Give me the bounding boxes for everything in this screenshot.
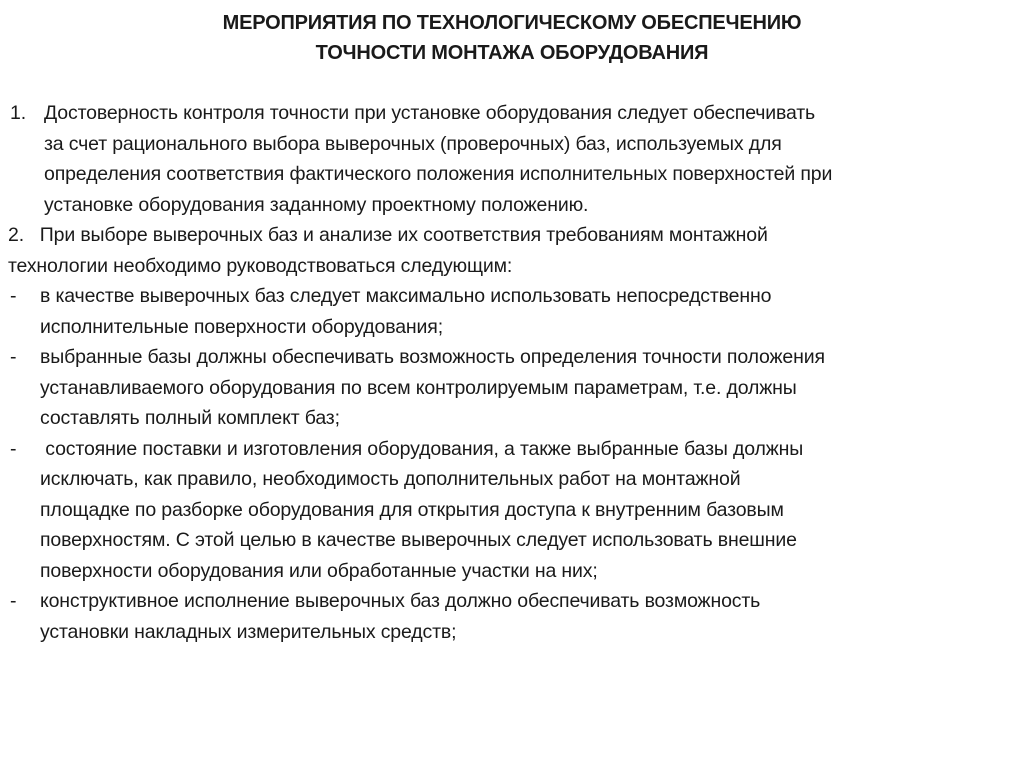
bullet-text-line: состояние поставки и изготовления оборудования, а также выбранные базы должны: [40, 437, 804, 460]
bullet-item-2: [8, 342, 1016, 434]
item-text-line: 2. При выборе выверочных баз и анализе их соответствия требованиям монтажной: [8, 224, 768, 246]
item-text-line: определения соответствия фактического положения исполнительных поверхностей при: [44, 163, 833, 185]
item-text-line: технологии необходимо руководствоваться следующим:: [8, 254, 513, 277]
slide-title: [0, 8, 1024, 68]
bullet-dash: -: [10, 285, 17, 307]
numbered-item-1: [8, 98, 1016, 220]
bullet-dash: -: [10, 590, 17, 612]
numbered-item-2: [8, 220, 1016, 281]
bullet-text-line: конструктивное исполнение выверочных баз должно обеспечивать возможность: [40, 590, 761, 612]
title-line-2: ТОЧНОСТИ МОНТАЖА ОБОРУДОВАНИЯ: [315, 42, 709, 64]
bullet-text-line: устанавливаемого оборудования по всем контролируемым параметрам, т.е. должны: [40, 376, 797, 399]
item-text-line: Достоверность контроля точности при установке оборудования следует обеспечивать: [44, 102, 816, 124]
bullet-text-line: установки накладных измерительных средств;: [40, 620, 457, 643]
bullet-text-line: исполнительные поверхности оборудования;: [40, 315, 443, 338]
title-line-1: МЕРОПРИЯТИЯ ПО ТЕХНОЛОГИЧЕСКОМУ ОБЕСПЕЧЕНИЮ: [222, 12, 802, 34]
item-text-line: установке оборудования заданному проектному положению.: [44, 193, 589, 216]
bullet-dash: -: [10, 346, 17, 368]
bullet-text-line: в качестве выверочных баз следует максимально использовать непосредственно: [40, 285, 772, 307]
bullet-text-line: поверхностям. С этой целью в качестве выверочных следует использовать внешние: [40, 529, 797, 551]
bullet-item-1: [8, 281, 1016, 342]
slide-content: [8, 98, 1016, 647]
bullet-text-line: площадке по разборке оборудования для открытия доступа к внутренним базовым: [40, 498, 784, 521]
bullet-text-line: выбранные базы должны обеспечивать возможность определения точности положения: [40, 346, 825, 368]
item-text-line: за счет рационального выбора выверочных (проверочных) баз, используемых для: [44, 132, 782, 155]
bullet-item-3: [8, 434, 1016, 587]
bullet-text-line: составлять полный комплект баз;: [40, 407, 340, 429]
bullet-item-4: [8, 586, 1016, 647]
bullet-text-line: исключать, как правило, необходимость дополнительных работ на монтажной: [40, 468, 741, 490]
bullet-dash: -: [10, 437, 17, 460]
bullet-text-line: поверхности оборудования или обработанные участки на них;: [40, 559, 598, 582]
item-number: 1.: [10, 102, 26, 124]
